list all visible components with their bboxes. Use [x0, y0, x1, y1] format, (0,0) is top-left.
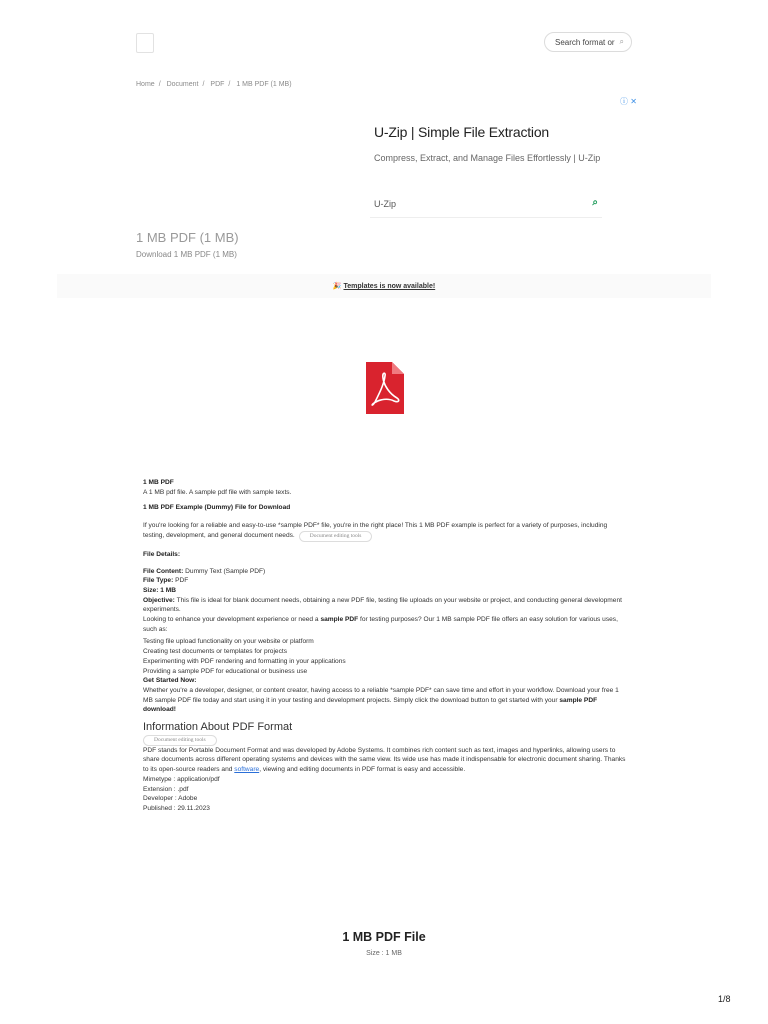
intro-paragraph — [143, 521, 629, 542]
content-heading: 1 MB PDF — [143, 479, 174, 486]
software-link[interactable]: software — [234, 766, 260, 774]
page-title: 1 MB PDF (1 MB) — [136, 230, 239, 245]
ad-link-row[interactable] — [370, 194, 602, 218]
ad-subtitle: Compress, Extract, and Manage Files Effortlessly | U-Zip — [374, 153, 601, 163]
file-size: Size : 1 MB — [366, 950, 402, 957]
breadcrumb: Home / Document / PDF / 1 MB PDF (1 MB) — [136, 81, 292, 88]
search-placeholder: Search format or — [555, 37, 615, 47]
enhance-paragraph — [143, 615, 629, 634]
party-icon: 🎉 — [332, 283, 342, 290]
site-logo[interactable] — [136, 33, 154, 53]
pdf-file-icon[interactable] — [366, 362, 404, 414]
ad-choices-icon[interactable]: ⓘ ✕ — [620, 97, 637, 106]
ad-search-icon[interactable]: ⌕ — [592, 197, 598, 208]
info-paragraph — [143, 746, 629, 775]
get-started-label: Get Started Now: — [143, 677, 197, 685]
breadcrumb-pdf[interactable]: PDF — [210, 81, 225, 88]
document-tools-pill[interactable]: Document editing tools — [299, 531, 373, 542]
file-content-value: Dummy Text (Sample PDF) — [185, 567, 266, 575]
size-label: Size: 1 MB — [143, 586, 176, 594]
file-details-label: File Details: — [143, 550, 181, 558]
enhance-post: for testing purposes? Our 1 MB sample PDF file offers an easy solution for various uses, such as: — [143, 616, 618, 633]
announcement-text — [0, 282, 768, 290]
uses-list — [143, 637, 629, 676]
list-item: Providing a sample PDF for educational or business use — [143, 667, 308, 675]
templates-link[interactable]: Templates is now available! — [343, 283, 436, 290]
enhance-bold: sample PDF — [320, 616, 359, 624]
main-content — [143, 478, 629, 814]
file-content-label: File Content: — [143, 567, 184, 575]
objective-label: Objective: — [143, 596, 175, 604]
example-title: 1 MB PDF Example (Dummy) File for Download — [143, 504, 291, 512]
content-description: A 1 MB pdf file. A sample pdf file with sample texts. — [143, 488, 292, 496]
search-input[interactable] — [544, 32, 632, 52]
objective-value: This file is ideal for blank document needs, obtaining a new PDF file, testing file uploads on your website or project, and conducting general development experiments. — [143, 596, 622, 614]
mimetype-value: Mimetype : application/pdf — [143, 775, 220, 783]
info-text-post: , viewing and editing documents in PDF format is easy and accessible. — [259, 766, 466, 774]
extension-value: Extension : .pdf — [143, 785, 189, 793]
file-type-label: File Type: — [143, 577, 174, 585]
get-started-text: Whether you're a developer, designer, or content creator, having access to a reliable *sample PDF* can save time and effort in your workflow. Download your free 1 MB sample PDF file today and start using it in your testing and development projects. Simply click the download button to get started with your — [143, 686, 619, 704]
search-icon[interactable]: ⌕ — [619, 37, 624, 46]
enhance-pre: Looking to enhance your development experience or need a — [143, 616, 319, 624]
info-text-pre: PDF stands for Portable Document Format and was developed by Adobe Systems. It combines rich content such as text, images and hyperlinks, allowing users to share documents across different operating systems and devices with the same view. Its wide use has made it indispensable for electronic document sharing. Thanks to its open-source readers and — [143, 746, 626, 774]
document-tools-pill-2[interactable]: Document editing tools — [143, 735, 217, 746]
ad-row-label: U-Zip — [374, 199, 396, 209]
get-started-bold: sample PDF download! — [143, 696, 598, 714]
developer-value: Developer : Adobe — [143, 795, 198, 803]
breadcrumb-current: 1 MB PDF (1 MB) — [236, 81, 292, 88]
list-item: Creating test documents or templates for projects — [143, 648, 288, 656]
published-value: Published : 29.11.2023 — [143, 804, 210, 812]
list-item: Experimenting with PDF rendering and formatting in your applications — [143, 657, 346, 665]
intro-text: If you're looking for a reliable and easy-to-use *sample PDF* file, you're in the right place! This 1 MB PDF example is perfect for a variety of purposes, including testing, development, and general document needs. — [143, 522, 608, 539]
page-counter: 1/8 — [718, 994, 731, 1004]
file-type-value: PDF — [175, 577, 189, 585]
list-item: Testing file upload functionality on your website or platform — [143, 638, 314, 646]
breadcrumb-document[interactable]: Document — [166, 81, 199, 88]
info-heading: Information About PDF Format — [143, 721, 293, 734]
file-title: 1 MB PDF File — [342, 930, 426, 944]
breadcrumb-home[interactable]: Home — [136, 81, 155, 88]
ad-title[interactable]: U-Zip | Simple File Extraction — [374, 124, 550, 140]
page-subtitle: Download 1 MB PDF (1 MB) — [136, 250, 237, 259]
get-started-paragraph — [143, 686, 629, 715]
